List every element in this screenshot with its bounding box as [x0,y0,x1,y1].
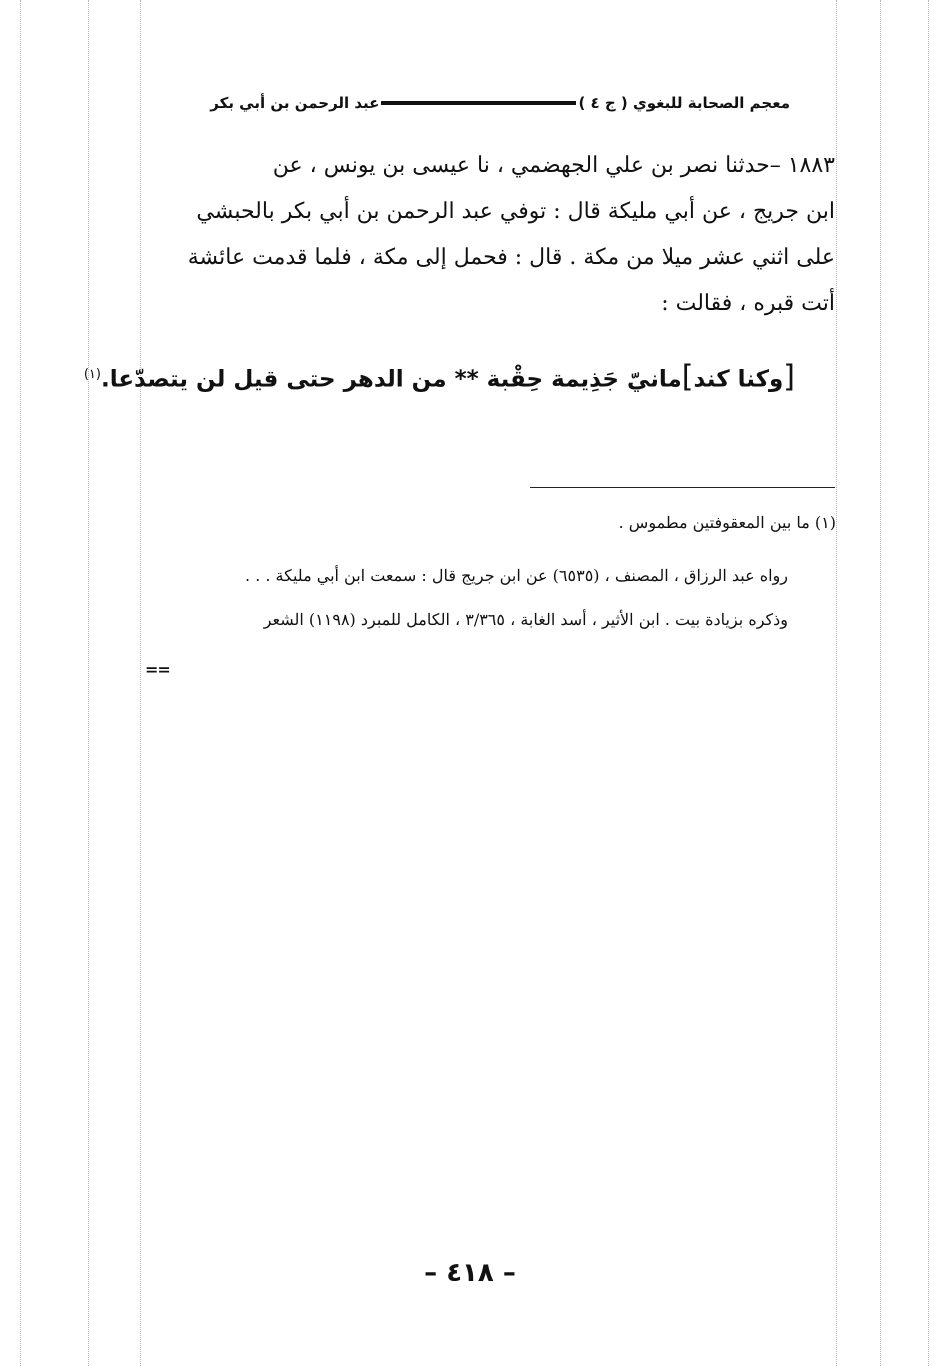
scan-dotted-guide [88,0,89,1366]
poetry-verse [83,352,795,403]
footnote-1: (١) ما بين المعقوفتين مطموس . [618,513,836,532]
footnote-source-line: وذكره بزيادة بيت . ابن الأثير ، أسد الغابة ، ٣/٣٦٥ ، الكامل للمبرد (١١٩٨) الشعر [263,610,788,629]
hadith-line: على اثني عشر ميلا من مكة . قال : فحمل إلى مكة ، فلما قدمت عائشة [187,245,835,270]
hadith-text [140,143,835,327]
page-number: – ٤١٨ – [424,1258,516,1288]
hadith-line: ابن جريج ، عن أبي مليكة قال : توفي عبد الرحمن بن أبي بكر بالحبشي [196,199,835,224]
verse-close-bracket: ] [681,359,694,395]
hadith-line: أتت قبره ، فقالت : [661,291,835,316]
footnote-marker: (١) [83,367,101,382]
scan-dotted-guide [880,0,881,1366]
footnote-source-line: رواه عبد الرزاق ، المصنف ، (٦٥٣٥) عن ابن جريج قال : سمعت ابن أبي مليكة . . . [245,566,788,585]
verse-bracketed-text: وكنا كند [693,366,784,393]
verse-text: مانيّ جَذِيمة حِقْبة ** من الدهر حتى قيل لن يتصدّعا. [100,366,682,393]
hadith-line: ١٨٨٣ –حدثنا نصر بن علي الجهضمي ، نا عيسى بن يونس ، عن [272,153,835,178]
header-rule [381,101,576,105]
running-header [140,88,790,118]
header-book-title: معجم الصحابة للبغوي ( ج ٤ ) [578,94,790,112]
header-entry-title: عبد الرحمن بن أبي بكر [210,94,380,112]
verse-open-bracket: [ [783,359,795,395]
scan-dotted-guide [928,0,929,1366]
continuation-mark: == [145,660,170,679]
scan-dotted-guide [20,0,21,1366]
footnote-separator [530,487,835,488]
scan-dotted-guide [836,0,837,1366]
